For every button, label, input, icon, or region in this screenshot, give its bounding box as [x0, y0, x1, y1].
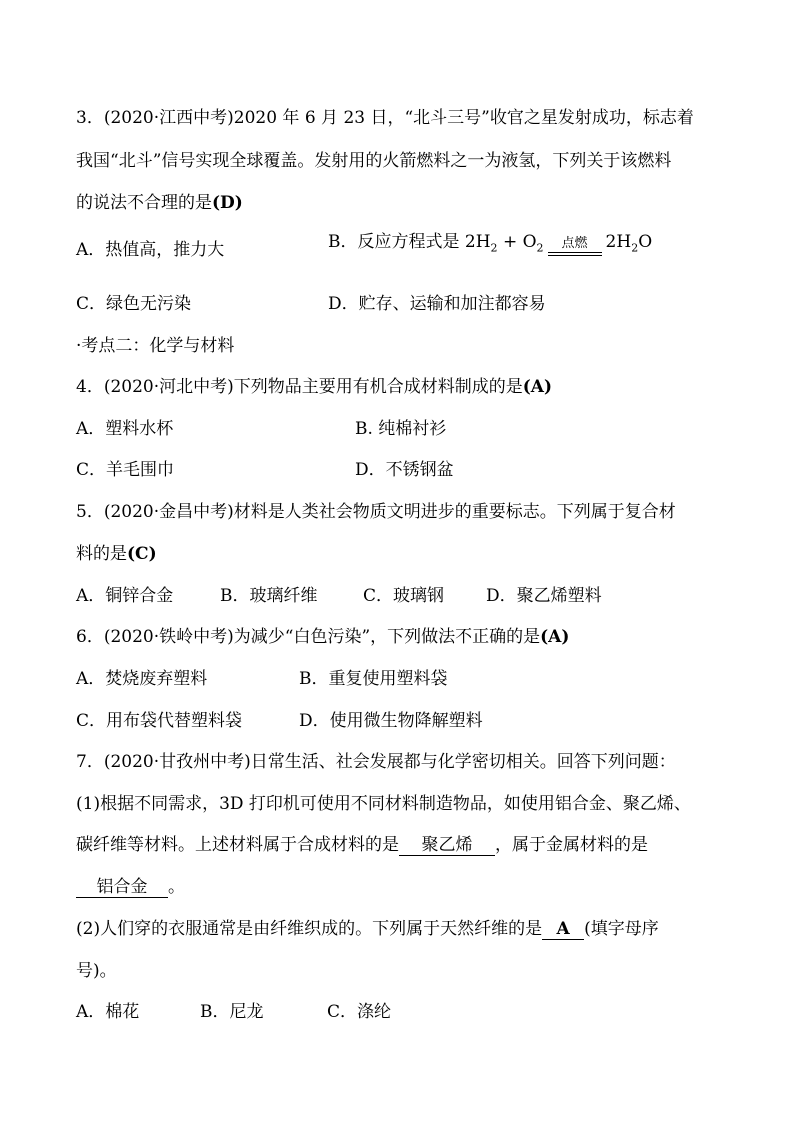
q7-blank-1: 聚乙烯 [399, 835, 495, 856]
q6-option-a: A．焚烧废弃塑料 [76, 669, 208, 689]
q3-stem-end: 的说法不合理的是 [76, 193, 212, 213]
q5-line-2 [76, 543, 157, 565]
q7-part2-line-1 [76, 918, 659, 940]
q4-option-c: C．羊毛围巾 [76, 460, 175, 480]
q7-option-b: B．尼龙 [200, 1002, 264, 1022]
q7-part1-line-1: (1)根据不同需求，3D 打印机可使用不同材料制造物品，如使用铝合金、聚乙烯、 [76, 794, 691, 814]
q7-part1-line-2 [76, 834, 648, 856]
q6-stem-text: 6．(2020·铁岭中考)为减少“白色污染”，下列做法不正确的是 [76, 627, 541, 647]
equals-bar-top [548, 252, 602, 253]
q7-stem: 7．(2020·甘孜州中考)日常生活、社会发展都与化学密切相关。回答下列问题： [76, 752, 676, 772]
q7-blank-3: A [542, 919, 584, 940]
equals-bar-bottom [548, 255, 602, 256]
subscript: 2 [490, 241, 498, 255]
equation-product: 2H [605, 232, 632, 252]
q5-option-b: B．玻璃纤维 [220, 586, 318, 606]
q5-option-a: A．铜锌合金 [76, 586, 174, 606]
q4-stem-text: 4．(2020·河北中考)下列物品主要用有机合成材料制成的是 [76, 377, 523, 397]
q3-option-a: A．热值高，推力大 [76, 240, 225, 260]
q6-option-c: C．用布袋代替塑料袋 [76, 711, 243, 731]
q3-option-c: C．绿色无污染 [76, 294, 192, 314]
q7-part1-period: 。 [168, 877, 185, 897]
q7-part2-text: (2)人们穿的衣服通常是由纤维织成的。下列属于天然纤维的是 [76, 919, 543, 939]
q4-answer: (A) [522, 377, 553, 397]
reaction-condition [548, 237, 602, 256]
q4-option-b: B. 纯棉衬衫 [355, 419, 447, 439]
q7-part2-line-2: 号)。 [76, 961, 117, 981]
q3-line-3 [76, 192, 243, 214]
q3-line-1: 3．(2020·江西中考)2020 年 6 月 23 日，“北斗三号”收官之星发射成功，标志着 [76, 108, 694, 128]
equation-product-o: O [638, 232, 653, 252]
q3-line-2: 我国“北斗”信号实现全球覆盖。发射用的火箭燃料之一为液氢，下列关于该燃料 [76, 151, 672, 171]
q7-part1-text-2: ，属于金属材料的是 [495, 835, 648, 855]
q5-line-1: 5．(2020·金昌中考)材料是人类社会物质文明进步的重要标志。下列属于复合材 [76, 502, 676, 522]
section-heading: ·考点二：化学与材料 [76, 336, 235, 356]
q6-stem [76, 626, 569, 648]
subscript: 2 [631, 241, 639, 255]
q6-answer: (A) [540, 627, 570, 647]
q7-part2-text-2: (填字母序 [584, 919, 659, 939]
q5-answer: (C) [127, 544, 157, 564]
q6-option-d: D．使用微生物降解塑料 [299, 711, 483, 731]
q5-stem-end: 料的是 [76, 544, 127, 564]
subscript: 2 [536, 241, 544, 255]
q4-option-d: D．不锈钢盆 [355, 460, 454, 480]
q6-option-b: B．重复使用塑料袋 [299, 669, 448, 689]
equation-plus: + O [497, 232, 537, 252]
q3-option-d: D．贮存、运输和加注都容易 [328, 294, 546, 314]
q4-stem [76, 376, 552, 398]
q3-answer: (D) [212, 193, 243, 213]
q7-option-a: A．棉花 [76, 1002, 140, 1022]
q4-option-a: A．塑料水杯 [76, 419, 174, 439]
reaction-condition-label: 点燃 [561, 236, 588, 251]
q3-option-b [328, 231, 652, 259]
q7-part1-line-3 [76, 876, 185, 898]
q5-option-c: C．玻璃钢 [363, 586, 445, 606]
q7-part1-text: 碳纤维等材料。上述材料属于合成材料的是 [76, 835, 399, 855]
q7-blank-2: 铝合金 [76, 877, 168, 898]
q5-option-d: D．聚乙烯塑料 [486, 586, 602, 606]
q3-option-b-prefix: B．反应方程式是 2H [328, 232, 491, 252]
q7-option-c: C．涤纶 [327, 1002, 392, 1022]
